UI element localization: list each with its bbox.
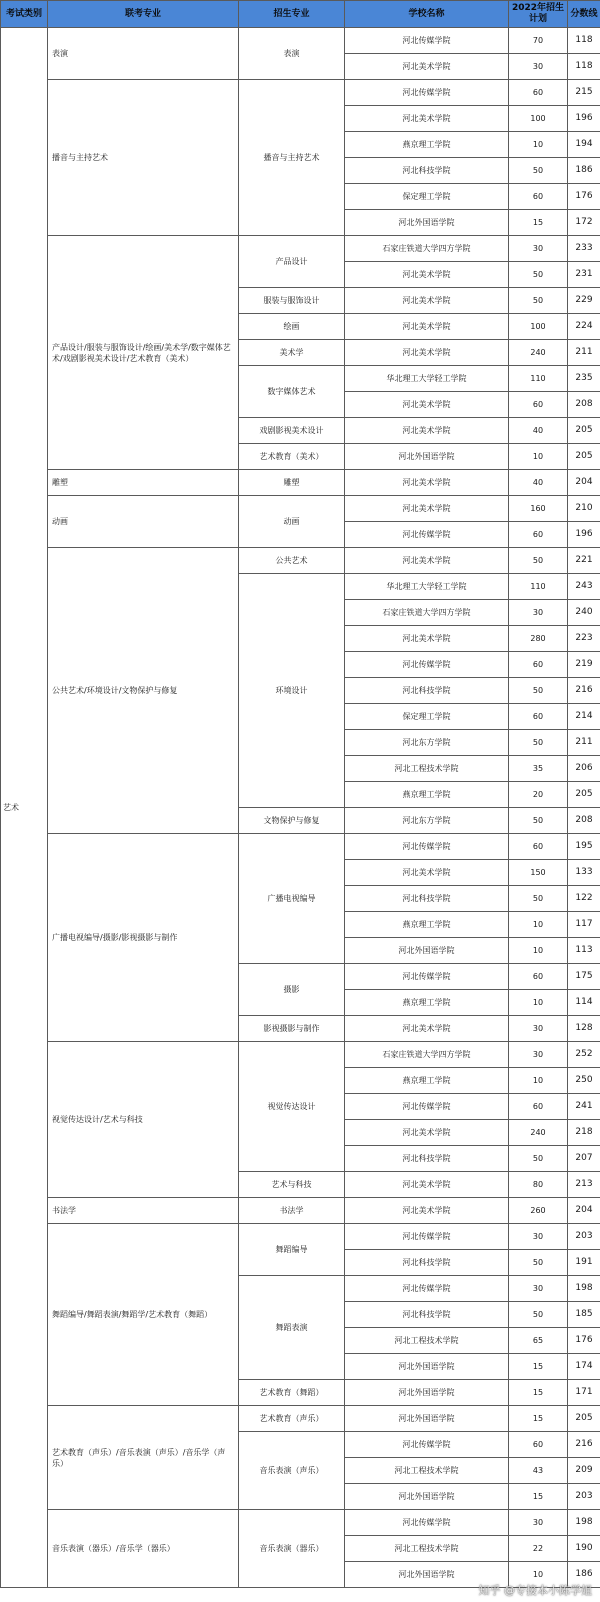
enroll-major-cell: 舞蹈编导 <box>239 1224 345 1276</box>
score-cell: 128 <box>568 1016 600 1042</box>
joint-major-cell: 表演 <box>48 28 239 80</box>
plan-cell: 30 <box>509 1042 568 1068</box>
school-cell: 河北外国语学院 <box>345 1380 509 1406</box>
plan-cell: 60 <box>509 704 568 730</box>
school-cell: 河北美术学院 <box>345 392 509 418</box>
enroll-major-cell: 绘画 <box>239 314 345 340</box>
score-cell: 198 <box>568 1510 600 1536</box>
table-row <box>1 1406 600 1432</box>
score-cell: 196 <box>568 106 600 132</box>
plan-cell: 65 <box>509 1328 568 1354</box>
school-cell: 河北工程技术学院 <box>345 1458 509 1484</box>
plan-cell: 60 <box>509 1094 568 1120</box>
school-cell: 河北传媒学院 <box>345 652 509 678</box>
score-cell: 176 <box>568 184 600 210</box>
enroll-major-cell: 视觉传达设计 <box>239 1042 345 1172</box>
joint-major-cell: 视觉传达设计/艺术与科技 <box>48 1042 239 1198</box>
school-cell: 华北理工大学轻工学院 <box>345 574 509 600</box>
score-cell: 118 <box>568 28 600 54</box>
score-cell: 186 <box>568 1562 600 1588</box>
plan-cell: 35 <box>509 756 568 782</box>
school-cell: 石家庄铁道大学四方学院 <box>345 1042 509 1068</box>
score-cell: 191 <box>568 1250 600 1276</box>
school-cell: 燕京理工学院 <box>345 132 509 158</box>
plan-cell: 15 <box>509 1354 568 1380</box>
school-cell: 石家庄铁道大学四方学院 <box>345 600 509 626</box>
score-cell: 223 <box>568 626 600 652</box>
score-cell: 211 <box>568 340 600 366</box>
school-cell: 河北美术学院 <box>345 626 509 652</box>
plan-cell: 30 <box>509 1510 568 1536</box>
school-cell: 河北科技学院 <box>345 1146 509 1172</box>
school-cell: 河北美术学院 <box>345 1016 509 1042</box>
plan-cell: 15 <box>509 1406 568 1432</box>
score-cell: 194 <box>568 132 600 158</box>
plan-cell: 60 <box>509 392 568 418</box>
school-cell: 河北传媒学院 <box>345 28 509 54</box>
school-cell: 河北美术学院 <box>345 860 509 886</box>
school-cell: 河北科技学院 <box>345 1302 509 1328</box>
header-joint-major: 联考专业 <box>48 1 239 28</box>
joint-major-cell: 音乐表演（器乐）/音乐学（器乐） <box>48 1510 239 1588</box>
school-cell: 燕京理工学院 <box>345 912 509 938</box>
school-cell: 燕京理工学院 <box>345 782 509 808</box>
table-row <box>1 80 600 106</box>
plan-cell: 60 <box>509 652 568 678</box>
school-cell: 河北传媒学院 <box>345 834 509 860</box>
school-cell: 河北美术学院 <box>345 470 509 496</box>
school-cell: 河北工程技术学院 <box>345 1328 509 1354</box>
school-cell: 河北外国语学院 <box>345 1354 509 1380</box>
school-cell: 河北东方学院 <box>345 730 509 756</box>
school-cell: 河北科技学院 <box>345 158 509 184</box>
plan-cell: 50 <box>509 288 568 314</box>
enroll-major-cell: 文物保护与修复 <box>239 808 345 834</box>
school-cell: 河北传媒学院 <box>345 80 509 106</box>
score-cell: 204 <box>568 470 600 496</box>
enroll-major-cell: 公共艺术 <box>239 548 345 574</box>
plan-cell: 50 <box>509 262 568 288</box>
score-cell: 205 <box>568 782 600 808</box>
score-cell: 250 <box>568 1068 600 1094</box>
score-cell: 196 <box>568 522 600 548</box>
plan-cell: 70 <box>509 28 568 54</box>
header-score: 分数线 <box>568 1 600 28</box>
school-cell: 河北科技学院 <box>345 886 509 912</box>
school-cell: 保定理工学院 <box>345 704 509 730</box>
score-cell: 198 <box>568 1276 600 1302</box>
enroll-major-cell: 雕塑 <box>239 470 345 496</box>
school-cell: 河北美术学院 <box>345 1120 509 1146</box>
enroll-major-cell: 服装与服饰设计 <box>239 288 345 314</box>
enroll-major-cell: 播音与主持艺术 <box>239 80 345 236</box>
plan-cell: 60 <box>509 1432 568 1458</box>
plan-cell: 50 <box>509 730 568 756</box>
header-plan: 2022年招生计划 <box>509 1 568 28</box>
school-cell: 河北传媒学院 <box>345 522 509 548</box>
score-cell: 133 <box>568 860 600 886</box>
school-cell: 河北传媒学院 <box>345 1094 509 1120</box>
enroll-major-cell: 音乐表演（声乐） <box>239 1432 345 1510</box>
table-row <box>1 1224 600 1250</box>
score-cell: 229 <box>568 288 600 314</box>
joint-major-cell: 舞蹈编导/舞蹈表演/舞蹈学/艺术教育（舞蹈） <box>48 1224 239 1406</box>
plan-cell: 10 <box>509 938 568 964</box>
joint-major-cell: 公共艺术/环境设计/文物保护与修复 <box>48 548 239 834</box>
joint-major-cell: 产品设计/服装与服饰设计/绘画/美术学/数字媒体艺术/戏剧影视美术设计/艺术教育（美术） <box>48 236 239 470</box>
school-cell: 河北外国语学院 <box>345 1406 509 1432</box>
school-cell: 华北理工大学轻工学院 <box>345 366 509 392</box>
plan-cell: 110 <box>509 366 568 392</box>
score-cell: 205 <box>568 1406 600 1432</box>
joint-major-cell: 动画 <box>48 496 239 548</box>
plan-cell: 10 <box>509 1068 568 1094</box>
plan-cell: 10 <box>509 1562 568 1588</box>
plan-cell: 80 <box>509 1172 568 1198</box>
table-row <box>1 28 600 54</box>
score-cell: 171 <box>568 1380 600 1406</box>
enroll-major-cell: 数字媒体艺术 <box>239 366 345 418</box>
enroll-major-cell: 艺术教育（声乐） <box>239 1406 345 1432</box>
plan-cell: 150 <box>509 860 568 886</box>
plan-cell: 50 <box>509 678 568 704</box>
score-cell: 174 <box>568 1354 600 1380</box>
plan-cell: 40 <box>509 470 568 496</box>
table-header-row <box>1 1 600 28</box>
joint-major-cell: 播音与主持艺术 <box>48 80 239 236</box>
enroll-major-cell: 音乐表演（器乐） <box>239 1510 345 1588</box>
joint-major-cell: 雕塑 <box>48 470 239 496</box>
plan-cell: 40 <box>509 418 568 444</box>
school-cell: 河北美术学院 <box>345 496 509 522</box>
plan-cell: 240 <box>509 1120 568 1146</box>
score-cell: 233 <box>568 236 600 262</box>
plan-cell: 10 <box>509 132 568 158</box>
table-row <box>1 236 600 262</box>
school-cell: 河北外国语学院 <box>345 444 509 470</box>
plan-cell: 15 <box>509 1380 568 1406</box>
score-cell: 117 <box>568 912 600 938</box>
score-cell: 122 <box>568 886 600 912</box>
table-row <box>1 1042 600 1068</box>
plan-cell: 10 <box>509 444 568 470</box>
school-cell: 河北美术学院 <box>345 262 509 288</box>
score-cell: 214 <box>568 704 600 730</box>
enroll-major-cell: 舞蹈表演 <box>239 1276 345 1380</box>
score-cell: 216 <box>568 678 600 704</box>
table-body <box>1 1 600 1588</box>
score-cell: 240 <box>568 600 600 626</box>
score-cell: 208 <box>568 808 600 834</box>
score-cell: 203 <box>568 1224 600 1250</box>
plan-cell: 60 <box>509 834 568 860</box>
school-cell: 河北美术学院 <box>345 418 509 444</box>
school-cell: 河北美术学院 <box>345 548 509 574</box>
score-cell: 243 <box>568 574 600 600</box>
school-cell: 河北外国语学院 <box>345 210 509 236</box>
enroll-major-cell: 广播电视编导 <box>239 834 345 964</box>
school-cell: 河北外国语学院 <box>345 938 509 964</box>
school-cell: 石家庄铁道大学四方学院 <box>345 236 509 262</box>
score-cell: 172 <box>568 210 600 236</box>
category-cell: 艺术 <box>1 28 48 1588</box>
joint-major-cell: 艺术教育（声乐）/音乐表演（声乐）/音乐学（声乐） <box>48 1406 239 1510</box>
score-cell: 216 <box>568 1432 600 1458</box>
table-row <box>1 496 600 522</box>
plan-cell: 100 <box>509 314 568 340</box>
plan-cell: 50 <box>509 1302 568 1328</box>
plan-cell: 30 <box>509 600 568 626</box>
school-cell: 河北传媒学院 <box>345 964 509 990</box>
score-cell: 175 <box>568 964 600 990</box>
score-cell: 241 <box>568 1094 600 1120</box>
score-cell: 118 <box>568 54 600 80</box>
score-cell: 204 <box>568 1198 600 1224</box>
plan-cell: 260 <box>509 1198 568 1224</box>
score-cell: 185 <box>568 1302 600 1328</box>
plan-cell: 60 <box>509 964 568 990</box>
school-cell: 河北东方学院 <box>345 808 509 834</box>
plan-cell: 50 <box>509 886 568 912</box>
header-school: 学校名称 <box>345 1 509 28</box>
school-cell: 河北美术学院 <box>345 340 509 366</box>
score-cell: 203 <box>568 1484 600 1510</box>
plan-cell: 110 <box>509 574 568 600</box>
header-enroll-major: 招生专业 <box>239 1 345 28</box>
score-cell: 206 <box>568 756 600 782</box>
plan-cell: 160 <box>509 496 568 522</box>
school-cell: 河北工程技术学院 <box>345 1536 509 1562</box>
enroll-major-cell: 摄影 <box>239 964 345 1016</box>
plan-cell: 43 <box>509 1458 568 1484</box>
score-cell: 113 <box>568 938 600 964</box>
school-cell: 河北美术学院 <box>345 106 509 132</box>
score-cell: 186 <box>568 158 600 184</box>
plan-cell: 15 <box>509 1484 568 1510</box>
score-cell: 210 <box>568 496 600 522</box>
joint-major-cell: 书法学 <box>48 1198 239 1224</box>
score-cell: 235 <box>568 366 600 392</box>
school-cell: 燕京理工学院 <box>345 1068 509 1094</box>
enroll-major-cell: 动画 <box>239 496 345 548</box>
school-cell: 河北美术学院 <box>345 54 509 80</box>
school-cell: 河北科技学院 <box>345 678 509 704</box>
plan-cell: 20 <box>509 782 568 808</box>
enroll-major-cell: 表演 <box>239 28 345 80</box>
plan-cell: 30 <box>509 1016 568 1042</box>
school-cell: 河北传媒学院 <box>345 1510 509 1536</box>
enroll-major-cell: 书法学 <box>239 1198 345 1224</box>
plan-cell: 240 <box>509 340 568 366</box>
score-cell: 211 <box>568 730 600 756</box>
score-cell: 215 <box>568 80 600 106</box>
score-cell: 207 <box>568 1146 600 1172</box>
plan-cell: 60 <box>509 184 568 210</box>
enroll-major-cell: 艺术与科技 <box>239 1172 345 1198</box>
school-cell: 河北美术学院 <box>345 1198 509 1224</box>
table-row <box>1 548 600 574</box>
table-row <box>1 1510 600 1536</box>
plan-cell: 15 <box>509 210 568 236</box>
plan-cell: 50 <box>509 158 568 184</box>
score-cell: 205 <box>568 418 600 444</box>
zhihu-watermark: 知乎 @专接本小陈学姐 <box>478 1584 592 1597</box>
plan-cell: 50 <box>509 808 568 834</box>
table-row <box>1 1198 600 1224</box>
score-cell: 205 <box>568 444 600 470</box>
school-cell: 河北传媒学院 <box>345 1224 509 1250</box>
school-cell: 河北传媒学院 <box>345 1432 509 1458</box>
score-cell: 218 <box>568 1120 600 1146</box>
plan-cell: 280 <box>509 626 568 652</box>
table-row <box>1 834 600 860</box>
score-cell: 231 <box>568 262 600 288</box>
score-cell: 213 <box>568 1172 600 1198</box>
enroll-major-cell: 环境设计 <box>239 574 345 808</box>
score-cell: 219 <box>568 652 600 678</box>
plan-cell: 50 <box>509 1146 568 1172</box>
school-cell: 燕京理工学院 <box>345 990 509 1016</box>
plan-cell: 60 <box>509 80 568 106</box>
school-cell: 保定理工学院 <box>345 184 509 210</box>
score-cell: 190 <box>568 1536 600 1562</box>
score-cell: 252 <box>568 1042 600 1068</box>
school-cell: 河北科技学院 <box>345 1250 509 1276</box>
score-cell: 224 <box>568 314 600 340</box>
school-cell: 河北外国语学院 <box>345 1562 509 1588</box>
score-cell: 208 <box>568 392 600 418</box>
enroll-major-cell: 戏剧影视美术设计 <box>239 418 345 444</box>
plan-cell: 50 <box>509 1250 568 1276</box>
plan-cell: 30 <box>509 236 568 262</box>
plan-cell: 30 <box>509 54 568 80</box>
school-cell: 河北美术学院 <box>345 314 509 340</box>
school-cell: 河北工程技术学院 <box>345 756 509 782</box>
enroll-major-cell: 影视摄影与制作 <box>239 1016 345 1042</box>
score-cell: 209 <box>568 1458 600 1484</box>
joint-major-cell: 广播电视编导/摄影/影视摄影与制作 <box>48 834 239 1042</box>
enroll-major-cell: 艺术教育（美术） <box>239 444 345 470</box>
enroll-major-cell: 美术学 <box>239 340 345 366</box>
table-row <box>1 470 600 496</box>
plan-cell: 10 <box>509 990 568 1016</box>
plan-cell: 50 <box>509 548 568 574</box>
score-cell: 176 <box>568 1328 600 1354</box>
school-cell: 河北外国语学院 <box>345 1484 509 1510</box>
plan-cell: 30 <box>509 1276 568 1302</box>
enroll-major-cell: 艺术教育（舞蹈） <box>239 1380 345 1406</box>
plan-cell: 10 <box>509 912 568 938</box>
plan-cell: 30 <box>509 1224 568 1250</box>
school-cell: 河北美术学院 <box>345 288 509 314</box>
enroll-major-cell: 产品设计 <box>239 236 345 288</box>
plan-cell: 60 <box>509 522 568 548</box>
plan-cell: 22 <box>509 1536 568 1562</box>
school-cell: 河北美术学院 <box>345 1172 509 1198</box>
score-cell: 114 <box>568 990 600 1016</box>
plan-cell: 100 <box>509 106 568 132</box>
score-cell: 221 <box>568 548 600 574</box>
score-cell: 195 <box>568 834 600 860</box>
header-category: 考试类别 <box>1 1 48 28</box>
school-cell: 河北传媒学院 <box>345 1276 509 1302</box>
